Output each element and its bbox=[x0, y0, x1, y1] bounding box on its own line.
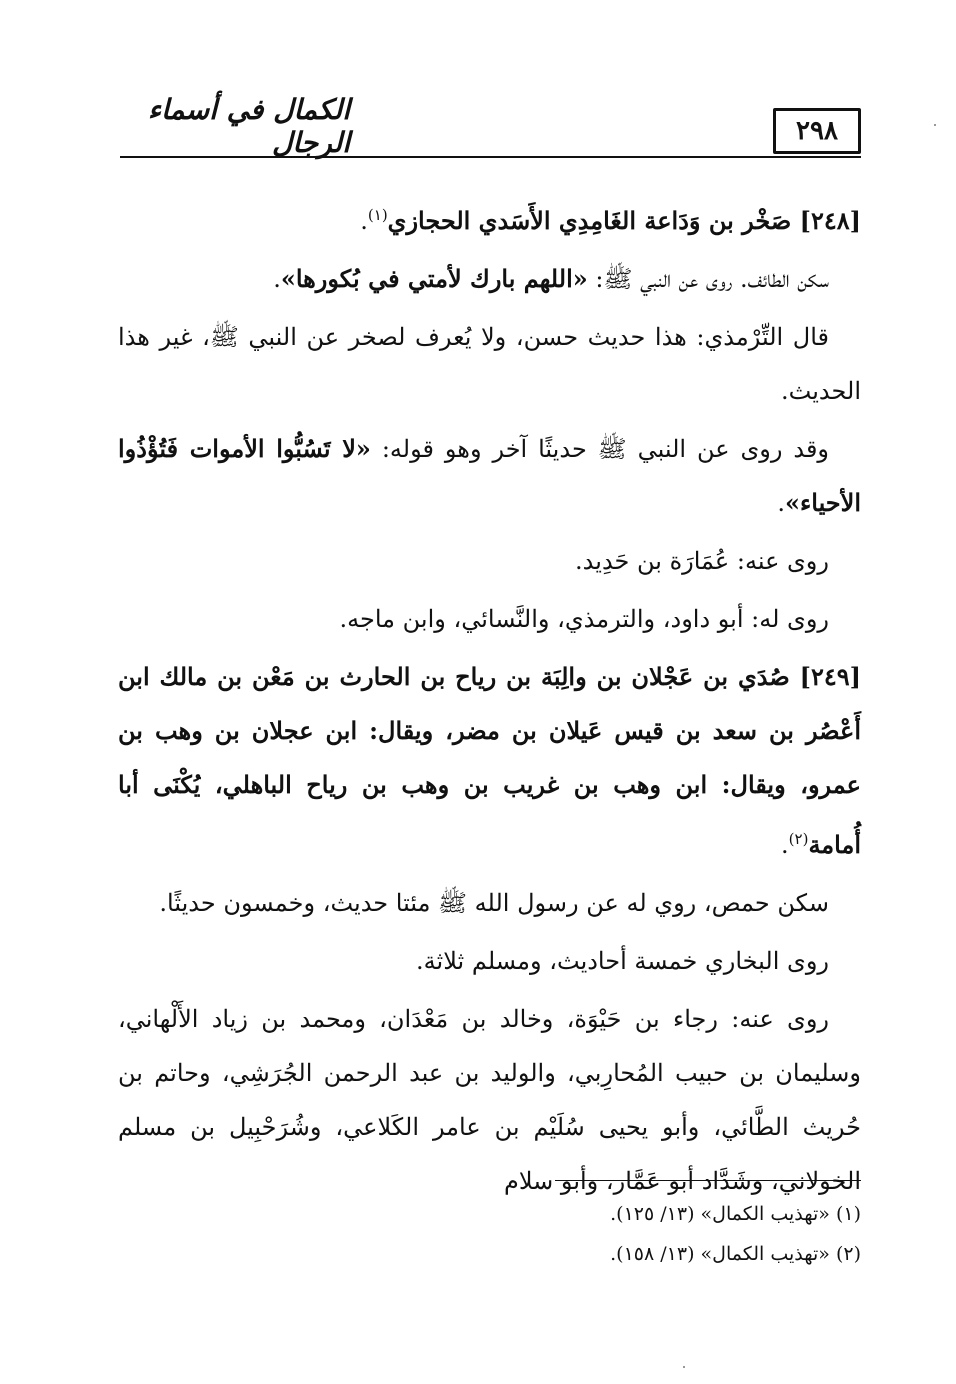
page-header bbox=[120, 92, 861, 158]
text-run: روى له: أبو داود، والترمذي، والنَّسائي، وابن ماجه. bbox=[339, 605, 829, 633]
text-run: سكن الطائف. روى عن النبي ﷺ: bbox=[587, 265, 829, 293]
footnote-rule bbox=[555, 1180, 861, 1181]
text-run: روى البخاري خمسة أحاديث، ومسلم ثلاثة. bbox=[416, 947, 829, 975]
footnote-1: (١) «تهذيب الكمال» (١٣/ ١٢٥). bbox=[610, 1203, 861, 1225]
page-number: ٢٩٨ bbox=[773, 108, 861, 154]
text-run: روى عنه: عُمَارَة بن حَدِيد. bbox=[575, 547, 829, 575]
text-run: روى عنه: رجاء بن حَيْوَة، وخالد بن مَعْدَان، ومحمد بن زياد الأَلْهاني، وسليمان بن حبيب المُحارِبي، والوليد بن عبد الرحمن الجُرَشِي، وحاتم بن حُريث الطَّائي، وأبو يحيى سُلَيْم بن عامر الكَلاعي، وشُرَحْبِيل بن مسلم الخولاني، وشَدَّاد أبو عَمَّار، وأبو سلام bbox=[118, 1005, 861, 1195]
footnote-2: (٢) «تهذيب الكمال» (١٣/ ١٥٨). bbox=[610, 1243, 861, 1265]
entry-heading-paragraph bbox=[118, 188, 861, 248]
bold-text: «لا تَسُبُّوا الأموات فَتُؤْذُوا الأحياء» bbox=[118, 434, 861, 517]
text-run: وقد روى عن النبي ﷺ حديثًا آخر وهو قوله: bbox=[370, 435, 829, 463]
entry-heading-paragraph bbox=[118, 650, 861, 872]
bold-text: «اللهم بارك لأمتي في بُكورها» bbox=[280, 264, 588, 293]
body-paragraph bbox=[118, 422, 861, 530]
scan-speck bbox=[934, 124, 936, 126]
body-paragraph bbox=[118, 934, 861, 988]
main-text bbox=[118, 188, 861, 1208]
body-paragraph bbox=[118, 992, 861, 1208]
text-run: . bbox=[360, 207, 368, 235]
footnotes bbox=[118, 1194, 861, 1274]
bold-text: [٢٤٩] صُدَي بن عَجْلان بن والِبَة بن رياح بن الحارث بن مَعْن بن مالك ابن أَعْصُر بن سعد بن قيس عَيلان بن مضر، ويقال: ابن عجلان بن وهب بن عمرو، ويقال: ابن وهب بن غريب بن وهب بن رياح الباهلي، يُكْنَى أبا أُمامة bbox=[118, 662, 861, 859]
running-title: الكمال في أسماء الرجال bbox=[147, 93, 350, 159]
footnote-ref: (١) bbox=[367, 206, 388, 224]
text-run: . bbox=[273, 265, 281, 293]
text-run: . bbox=[777, 489, 785, 517]
body-paragraph bbox=[118, 310, 861, 418]
footnote-ref: (٢) bbox=[788, 830, 809, 848]
body-paragraph bbox=[118, 534, 861, 588]
bold-text: [٢٤٨] صَخْر بن وَدَاعة الغَامِدِي الأَسَدي الحجازي bbox=[387, 206, 861, 235]
text-run: قال التِّرْمذي: هذا حديث حسن، ولا يُعرف لصخر عن النبي ﷺ، غير هذا الحديث. bbox=[118, 323, 861, 405]
text-run: سكن حمص، روي له عن رسول الله ﷺ مئتا حديث، وخمسون حديثًا. bbox=[159, 889, 829, 917]
body-paragraph bbox=[118, 876, 861, 930]
body-paragraph bbox=[118, 252, 861, 306]
scan-speck bbox=[683, 1366, 685, 1368]
header-rule bbox=[120, 156, 861, 158]
text-run: . bbox=[781, 831, 789, 859]
body-paragraph bbox=[118, 592, 861, 646]
